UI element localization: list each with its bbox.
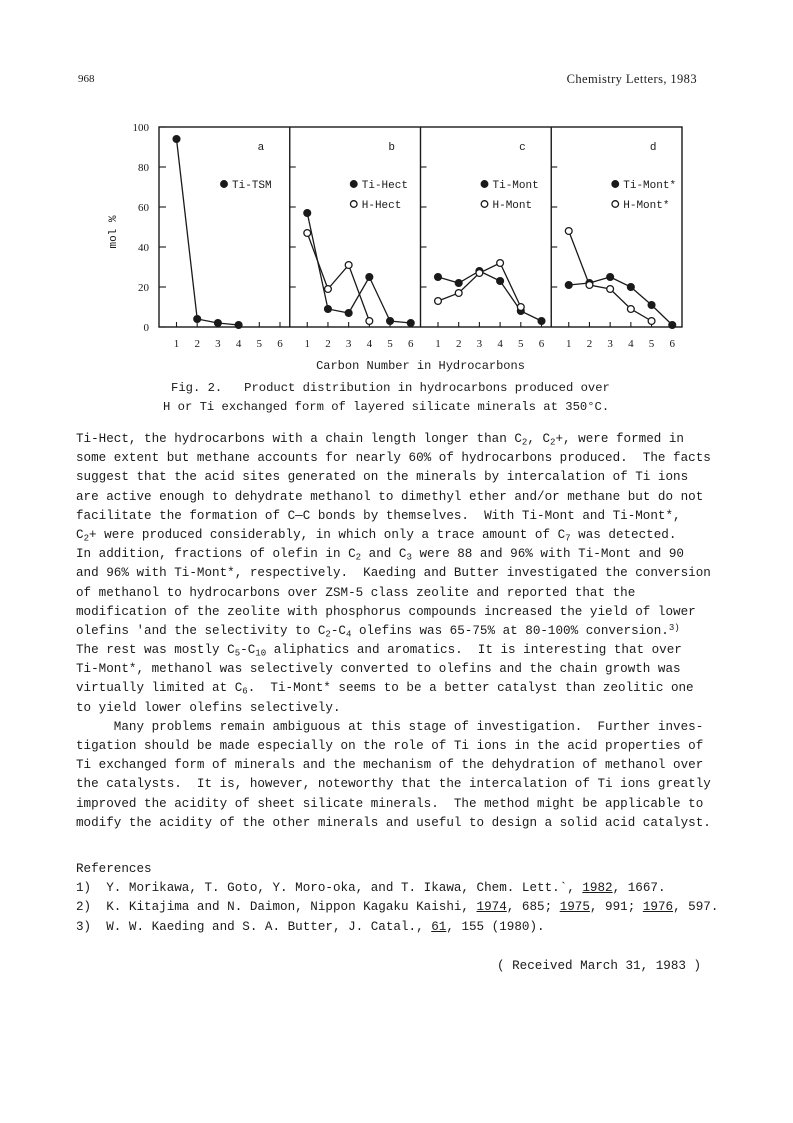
journal-header: Chemistry Letters, 1983 [566, 72, 697, 86]
x-axis-label: Carbon Number in Hydrocarbons [316, 359, 525, 373]
data-point [607, 274, 614, 281]
x-tick-label: 2 [194, 338, 200, 350]
y-tick-label: 40 [138, 242, 149, 254]
reference-item: 3) W. W. Kaeding and S. A. Butter, J. Catal., 61, 155 (1980). [76, 919, 545, 934]
body-line: suggest that the acid sites generated on the minerals by intercalation of Ti ions [76, 470, 689, 485]
x-tick-label: 2 [586, 338, 593, 350]
panel-label: d [649, 142, 657, 154]
x-tick-label: 4 [497, 338, 503, 350]
body-line: The rest was mostly $C_5-C_{10}$ aliphatics and aromatics. It is interesting that over [76, 643, 682, 659]
body-line: $C_2+$ were produced considerably, in which only a trace amount of $C_7$ was detected. [76, 527, 677, 544]
data-point [345, 310, 352, 317]
body-line: In addition, fractions of olefin in $C_2$ and $C_3$ were 88 and 96% with Ti-Mont and 90 [76, 547, 684, 563]
legend-label: Ti-Hect [361, 180, 408, 192]
data-point [648, 302, 655, 309]
data-point [648, 318, 655, 325]
x-tick-label: 2 [455, 338, 462, 350]
data-point [476, 270, 483, 277]
legend-label: H-Mont* [623, 200, 670, 212]
data-point [435, 298, 442, 305]
legend-marker [350, 201, 357, 208]
data-point [627, 284, 634, 291]
reference-item: 1) Y. Morikawa, T. Goto, Y. Moro-oka, and T. Ikawa, Chem. Lett.`, 1982, 1667. [76, 881, 666, 896]
reference-list [76, 879, 726, 937]
x-tick-label: 3 [345, 338, 352, 350]
x-tick-label: 4 [235, 338, 242, 350]
legend-label: Ti-TSM [232, 180, 272, 192]
x-tick-label: 6 [408, 338, 414, 350]
data-point [435, 274, 442, 281]
body-text [76, 430, 726, 833]
legend-marker [612, 201, 619, 208]
page-number: 968 [78, 73, 95, 85]
x-tick-label: 3 [607, 338, 613, 350]
data-point [304, 230, 311, 237]
data-point [366, 274, 373, 281]
x-tick-label: 1 [566, 338, 572, 350]
series-line [177, 139, 239, 325]
x-tick-label: 6 [277, 338, 283, 350]
x-tick-label: 1 [173, 338, 180, 350]
panel-label: a [257, 142, 265, 154]
x-tick-label: 1 [304, 338, 310, 350]
y-tick-label: 0 [143, 322, 149, 334]
body-line: Ti-Hect, the hydrocarbons with a chain length longer than $C_2$, $C_2+$, were formed in [76, 432, 684, 448]
data-point [607, 286, 614, 293]
x-tick-label: 3 [476, 338, 483, 350]
legend-label: Ti-Mont [492, 180, 539, 192]
body-line: improved the acidity of sheet silicate minerals. The method might be applicable to [76, 796, 704, 811]
legend-marker [350, 181, 357, 188]
x-tick-label: 6 [669, 338, 675, 350]
data-point [497, 278, 504, 285]
data-point [366, 318, 373, 325]
data-point [455, 290, 462, 297]
body-line: Ti exchanged form of minerals and the mechanism of the dehydration of methanol over [76, 758, 704, 773]
reference-item: 2) K. Kitajima and N. Daimon, Nippon Kagaku Kaishi, 1974, 685; 1975, 991; 1976, 597. [76, 900, 719, 915]
y-tick-label: 80 [138, 162, 149, 174]
data-point [235, 322, 242, 329]
legend-marker [481, 181, 488, 188]
panel-label: c [519, 142, 526, 154]
data-point [586, 282, 593, 289]
y-axis-label: mol % [108, 215, 120, 249]
series-line [569, 277, 673, 325]
caption-line-1: Fig. 2. Product distribution in hydrocarbons produced over [171, 381, 610, 395]
data-point [497, 260, 504, 267]
data-point [669, 322, 676, 329]
x-tick-label: 5 [256, 338, 263, 350]
body-line: modify the acidity of the other minerals and useful to design a solid acid catalyst. [76, 815, 711, 830]
body-line: modification of the zeolite with phosphorus compounds increased the yield of lower [76, 604, 696, 619]
legend-label: H-Mont [492, 200, 533, 212]
body-line: Many problems remain ambiguous at this stage of investigation. Further inves- [76, 719, 704, 734]
series-line [307, 233, 369, 321]
body-line: and 96% with Ti-Mont*, respectively. Kaeding and Butter investigated the conversion [76, 566, 711, 581]
y-tick-label: 60 [138, 202, 149, 214]
body-line: are active enough to dehydrate methanol to dimethyl ether and/or methane but do not [76, 489, 704, 504]
body-line: some extent but methane accounts for nearly 60% of hydrocarbons produced. The facts [76, 451, 711, 466]
body-line: virtually limited at $C_6$. Ti-Mont* seems to be a better catalyst than zeolitic one [76, 681, 694, 697]
x-tick-label: 3 [215, 338, 221, 350]
body-line: Ti-Mont*, methanol was selectively converted to olefins and the chain growth was [76, 662, 681, 677]
data-point [387, 318, 394, 325]
data-point [565, 228, 572, 235]
x-tick-label: 2 [325, 338, 331, 350]
body-line: of methanol to hydrocarbons over ZSM-5 class zeolite and reported that the [76, 585, 636, 600]
body-line: olefins 'and the selectivity to $C_2-C_4$ olefins was 65-75% at 80-100% conversion.$^{3)}$ [76, 621, 680, 640]
body-line: the catalysts. It is, however, noteworthy that the intercalation of Ti ions greatly [76, 777, 711, 792]
x-tick-label: 6 [538, 338, 545, 350]
data-point [407, 320, 414, 327]
legend-marker [481, 201, 488, 208]
x-tick-label: 5 [387, 338, 393, 350]
x-tick-label: 4 [366, 338, 373, 350]
references-section [76, 860, 726, 937]
data-point [325, 286, 332, 293]
received-date: ( Received March 31, 1983 ) [497, 959, 702, 973]
y-tick-label: 100 [132, 122, 149, 134]
x-tick-label: 5 [648, 338, 655, 350]
data-point [517, 304, 524, 311]
legend-marker [221, 181, 228, 188]
data-point [538, 318, 545, 325]
x-tick-label: 5 [518, 338, 524, 350]
data-point [173, 136, 180, 143]
y-tick-label: 20 [138, 282, 149, 294]
legend-label: Ti-Mont* [623, 180, 677, 192]
data-point [304, 210, 311, 217]
series-line [438, 271, 542, 321]
data-point [627, 306, 634, 313]
legend-label: H-Hect [361, 200, 402, 212]
data-point [194, 316, 201, 323]
data-point [215, 320, 222, 327]
body-line: tigation should be made especially on the role of Ti ions in the acid properties of [76, 739, 704, 753]
series-line [307, 213, 411, 323]
x-tick-label: 4 [628, 338, 634, 350]
panel-label: b [388, 142, 396, 154]
legend-marker [612, 181, 619, 188]
data-point [345, 262, 352, 269]
x-tick-label: 1 [435, 338, 441, 350]
product-distribution-figure [0, 0, 793, 380]
body-line: to yield lower olefins selectively. [76, 700, 341, 715]
data-point [325, 306, 332, 313]
data-point [565, 282, 572, 289]
data-point [455, 280, 462, 287]
body-line: facilitate the formation of C—C bonds by themselves. With Ti-Mont and Ti-Mont*, [76, 508, 681, 523]
caption-line-2: H or Ti exchanged form of layered silicate minerals at 350°C. [163, 400, 610, 414]
references-heading: References [76, 862, 152, 876]
